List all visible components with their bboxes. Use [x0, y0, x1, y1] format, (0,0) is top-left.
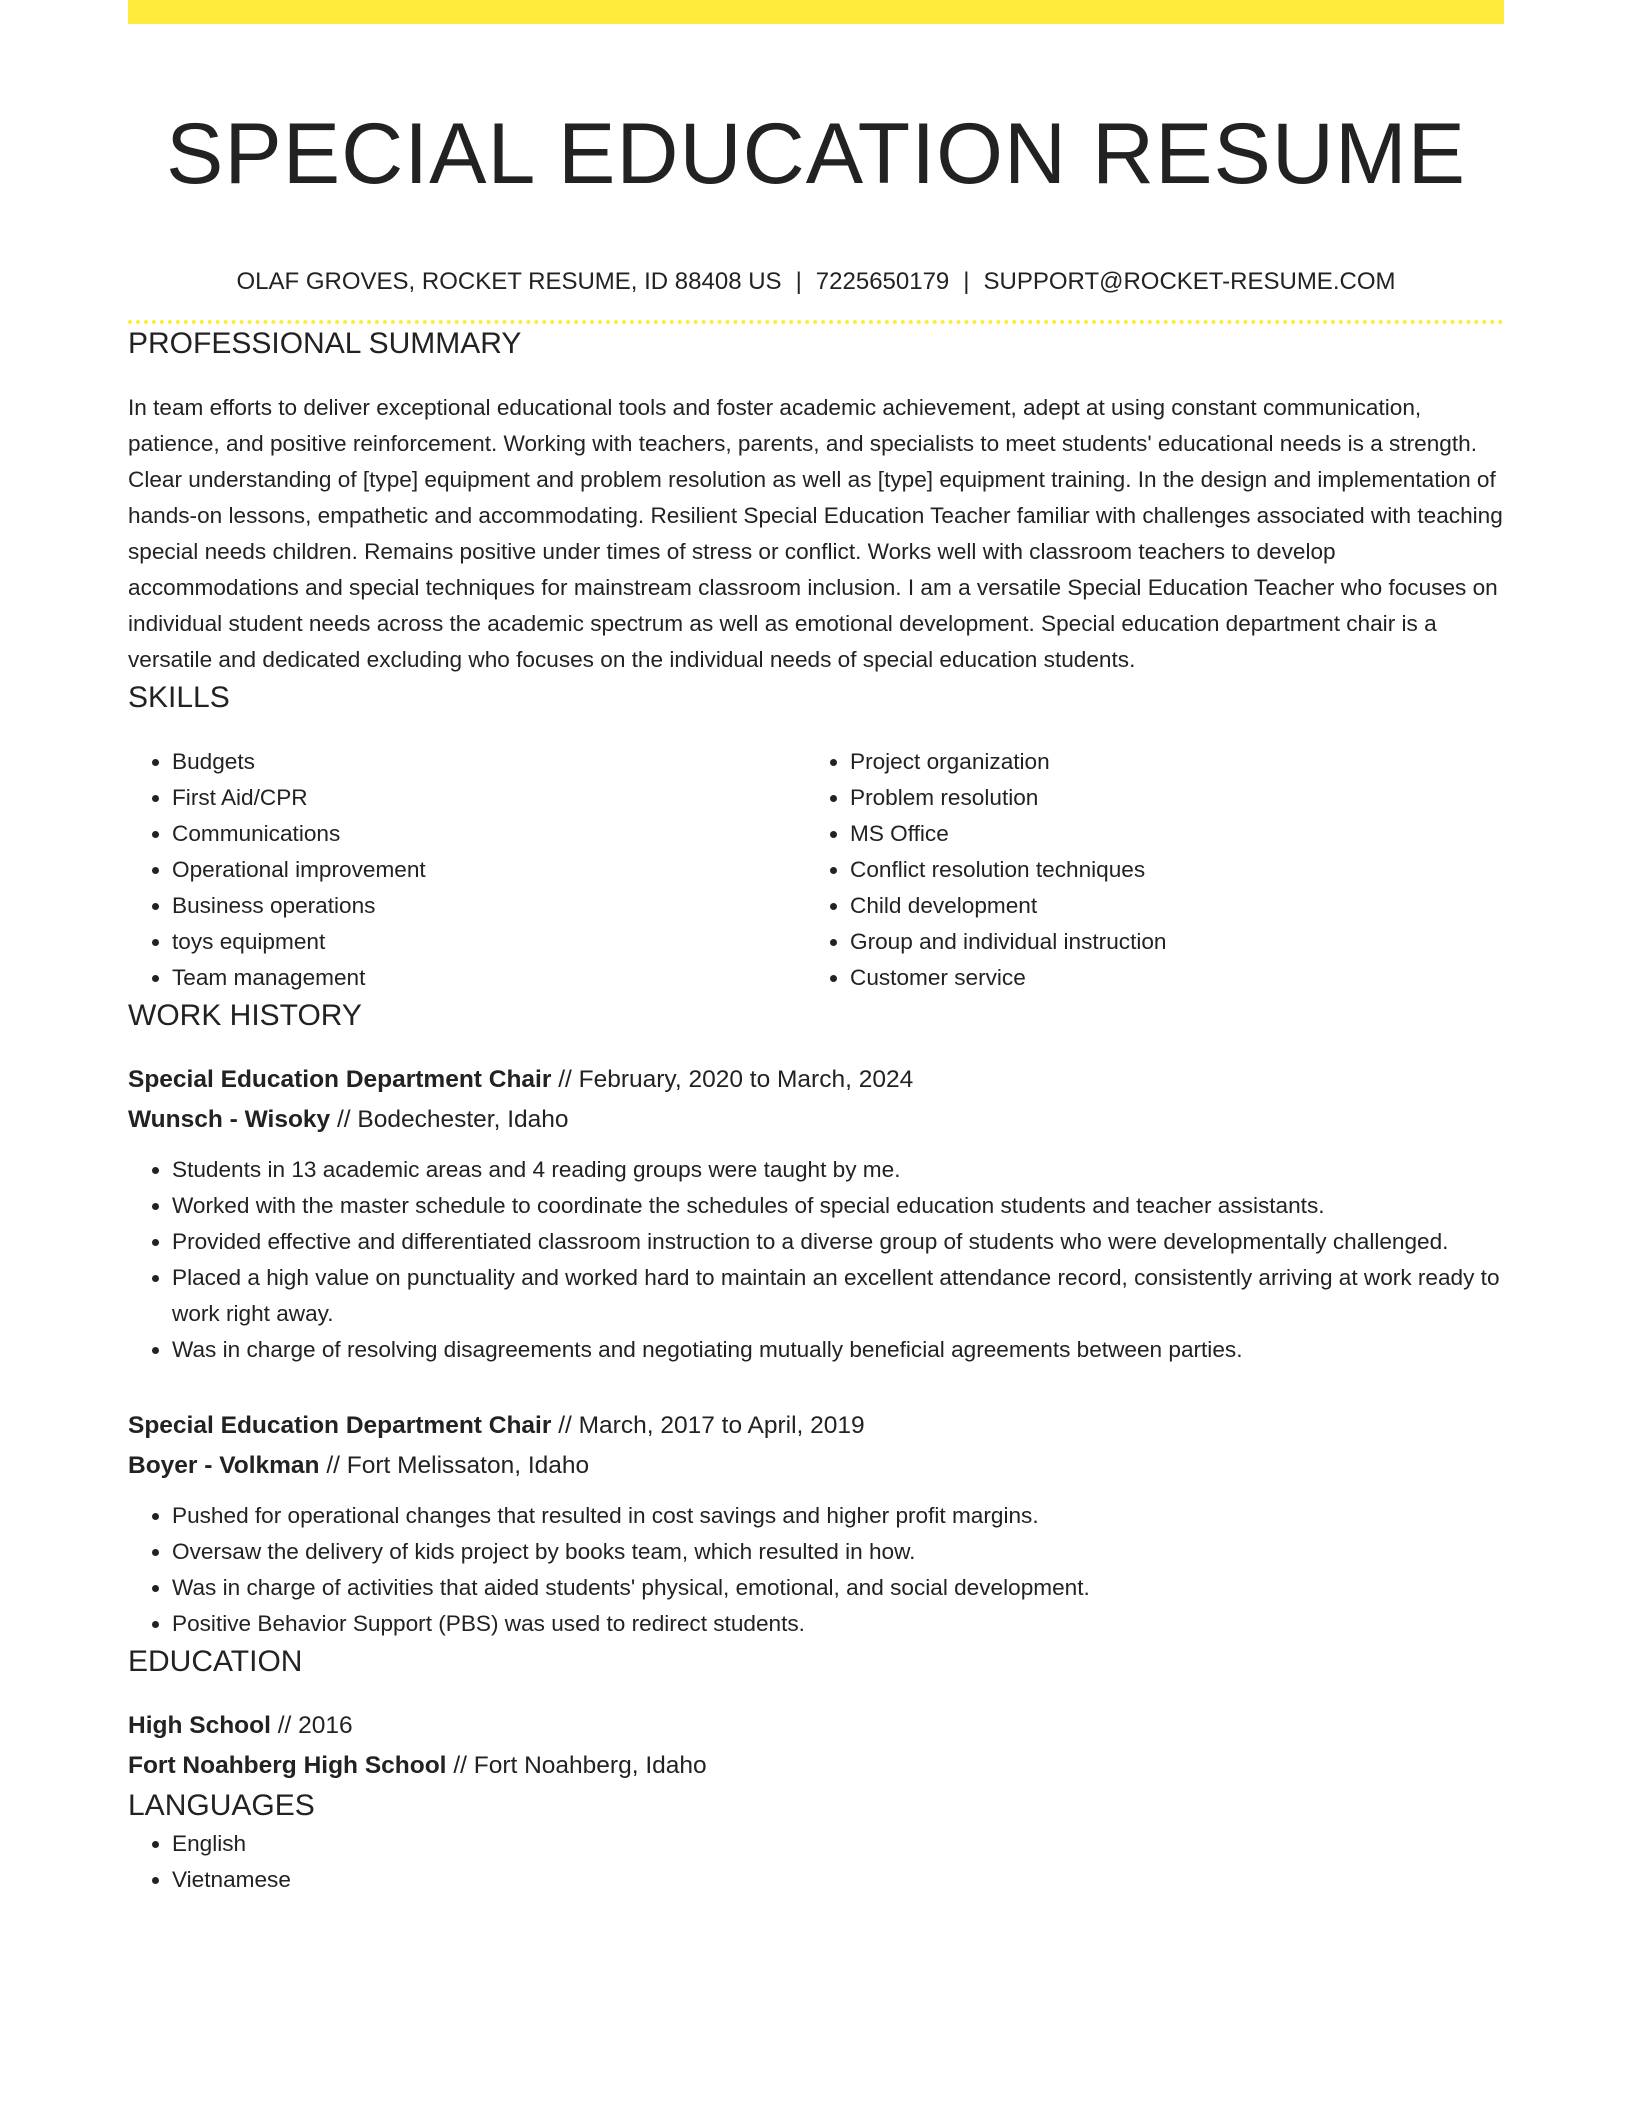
job-location: // Bodechester, Idaho: [336, 1106, 569, 1133]
job-duty: • Worked with the master schedule to coordinate the schedules of special education students and teacher assistants.: [172, 1188, 1504, 1224]
resume-page: [128, 0, 1504, 1898]
skill-item: • Communications: [172, 816, 806, 852]
skill-item: • Conflict resolution techniques: [850, 852, 1484, 888]
job-duty: • Placed a high value on punctuality and worked hard to maintain an excellent attendance record, consistently arriving at work ready to work right away.: [172, 1260, 1504, 1332]
job-company-line: [128, 1446, 1504, 1486]
languages-heading: LANGUAGES: [128, 1789, 315, 1822]
contact-separator: |: [963, 268, 970, 295]
top-accent-bar: [128, 0, 1504, 24]
job-company: Boyer - Volkman: [128, 1452, 320, 1479]
skill-item: • Customer service: [850, 960, 1484, 996]
contact-email: SUPPORT@ROCKET-RESUME.COM: [983, 268, 1396, 295]
contact-address: OLAF GROVES, ROCKET RESUME, ID 88408 US: [236, 268, 782, 295]
job-duty: • Was in charge of resolving disagreements and negotiating mutually beneficial agreements between parties.: [172, 1332, 1504, 1368]
job-duty: • Positive Behavior Support (PBS) was used to redirect students.: [172, 1606, 1504, 1642]
job-duty: • Provided effective and differentiated classroom instruction to a diverse group of students who were developmentally challenged.: [172, 1224, 1504, 1260]
skill-item: • MS Office: [850, 816, 1484, 852]
job-location: // Fort Melissaton, Idaho: [326, 1452, 590, 1479]
skill-item: • toys equipment: [172, 924, 806, 960]
job-dates: // March, 2017 to April, 2019: [558, 1412, 865, 1439]
skills-grid: [128, 744, 1504, 996]
job-duty: • Students in 13 academic areas and 4 reading groups were taught by me.: [172, 1152, 1504, 1188]
education-entry: [128, 1706, 1504, 1786]
skill-item: • Group and individual instruction: [850, 924, 1484, 960]
summary-text: In team efforts to deliver exceptional educational tools and foster academic achievement, adept at using constant communication, patience, and positive reinforcement. Working with teachers, parents, and specialists to meet students' educational needs is a strength. Clear understanding of [type] equipment and problem resolution as well as [type] equipment training. In the design and implementation of hands-on lessons, empathetic and accommodating. Resilient Special Education Teacher familiar with challenges associated with teaching special needs children. Remains positive under times of stress or conflict. Works well with classroom teachers to develop accommodations and special techniques for mainstream classroom inclusion. I am a versatile Special Education Teacher who focuses on individual student needs across the academic spectrum as well as emotional development. Special education department chair is a versatile and dedicated excluding who focuses on the individual needs of special education students.: [128, 395, 1503, 672]
job-duties: [128, 1498, 1504, 1642]
skill-item: • First Aid/CPR: [172, 780, 806, 816]
resume-title: SPECIAL EDUCATION RESUME: [166, 106, 1466, 202]
language-item: • Vietnamese: [172, 1862, 1504, 1898]
job-duty: • Was in charge of activities that aided students' physical, emotional, and social development.: [172, 1570, 1504, 1606]
skill-item: • Operational improvement: [172, 852, 806, 888]
education-location: // Fort Noahberg, Idaho: [453, 1752, 707, 1779]
summary-heading: PROFESSIONAL SUMMARY: [128, 327, 522, 360]
contact-separator: |: [795, 268, 802, 295]
skills-heading: SKILLS: [128, 681, 230, 714]
skill-item: • Child development: [850, 888, 1484, 924]
skill-item: • Team management: [172, 960, 806, 996]
work-history-heading: WORK HISTORY: [128, 999, 362, 1032]
skill-item: • Budgets: [172, 744, 806, 780]
job-duty: • Pushed for operational changes that resulted in cost savings and higher profit margins.: [172, 1498, 1504, 1534]
contact-phone: 7225650179: [815, 268, 950, 295]
skills-column-right: [806, 744, 1484, 996]
job-company-line: [128, 1100, 1504, 1140]
education-school: Fort Noahberg High School: [128, 1752, 447, 1779]
skill-item: • Business operations: [172, 888, 806, 924]
languages-list: [128, 1826, 1504, 1898]
education-school-line: [128, 1746, 1504, 1786]
skills-column-left: [128, 744, 806, 996]
job-dates: // February, 2020 to March, 2024: [558, 1066, 914, 1093]
education-year: // 2016: [277, 1712, 353, 1739]
skill-item: • Project organization: [850, 744, 1484, 780]
job-duty: • Oversaw the delivery of kids project by books team, which resulted in how.: [172, 1534, 1504, 1570]
job-duties: [128, 1152, 1504, 1368]
education-degree-line: [128, 1706, 1504, 1746]
job-title: Special Education Department Chair: [128, 1412, 552, 1439]
education-heading: EDUCATION: [128, 1645, 303, 1678]
job-title: Special Education Department Chair: [128, 1066, 552, 1093]
language-item: • English: [172, 1826, 1504, 1862]
job-title-line: [128, 1406, 1504, 1446]
job-entry: [128, 1406, 1504, 1642]
skill-item: • Problem resolution: [850, 780, 1484, 816]
contact-line: [128, 266, 1504, 298]
education-degree: High School: [128, 1712, 271, 1739]
job-title-line: [128, 1060, 1504, 1100]
job-entry: [128, 1060, 1504, 1368]
job-company: Wunsch - Wisoky: [128, 1106, 331, 1133]
